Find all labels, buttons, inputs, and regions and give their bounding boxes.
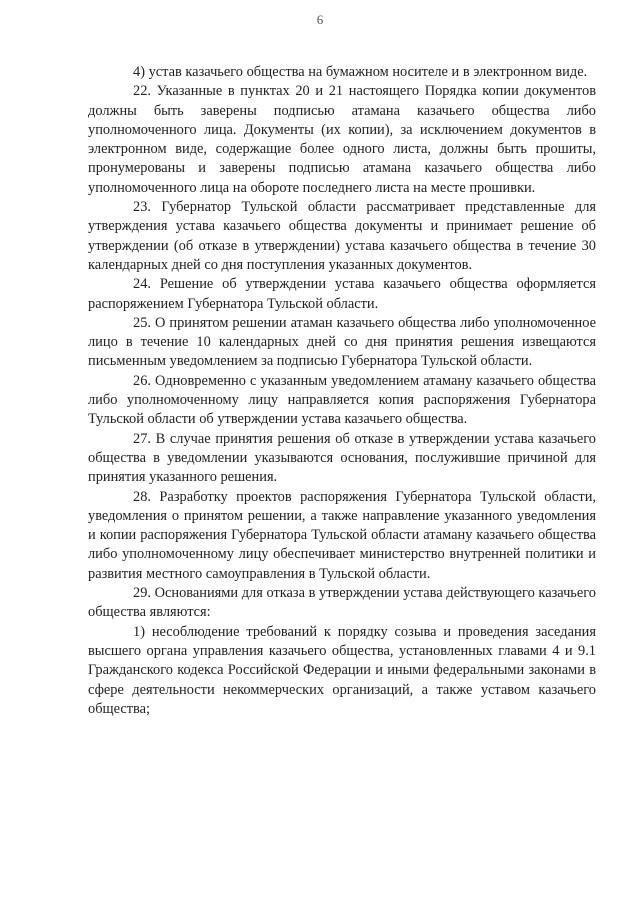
paragraph-26: 26. Одновременно с указанным уведомлением атаману казачьего общества либо уполномоченному лицу направляется копия распоряжения Губернатора Тульской области об утверждении устава казачьего общества. bbox=[88, 372, 596, 428]
paragraph-28: 28. Разработку проектов распоряжения Губернатора Тульской области, уведомления о принятом решении, а также направление указанного уведомления и копии распоряжения Губернатора Тульской области атаману казачьего общества либо уполномоченному лицу обеспечивает министерство внутренней политики и развития местного самоуправления в Тульской области. bbox=[88, 488, 596, 582]
paragraph-item-4: 4) устав казачьего общества на бумажном носителе и в электронном виде. bbox=[133, 64, 588, 80]
page-number: 6 bbox=[316, 12, 324, 27]
document-body bbox=[88, 63, 596, 719]
paragraph-27: 27. В случае принятия решения об отказе в утверждении устава казачьего общества в уведомлении указываются основания, послужившие причиной для принятия указанного решения. bbox=[88, 430, 596, 486]
paragraph-22: 22. Указанные в пунктах 20 и 21 настоящего Порядка копии документов должны быть заверены подписью атамана казачьего общества либо уполномоченного лица. Документы (их копии), за исключением документов в электронном виде, содержащие более одного листа, должны быть прошиты, пронумерованы и заверены подписью атамана казачьего общества либо уполномоченного лица на обороте последнего листа на месте прошивки. bbox=[88, 83, 596, 196]
paragraph-25: 25. О принятом решении атаман казачьего общества либо уполномоченное лицо в течение 10 календарных дней со дня принятия решения извещаются письменным уведомлением за подписью Губернатора Тульской области. bbox=[88, 314, 596, 370]
paragraph-29-item-1: 1) несоблюдение требований к порядку созыва и проведения заседания высшего органа управления казачьего общества, установленных главами 4 и 9.1 Гражданского кодекса Российской Федерации и иными федеральными законами в сфере деятельности некоммерческих организаций, а также уставом казачьего общества; bbox=[88, 623, 596, 717]
paragraph-24: 24. Решение об утверждении устава казачьего общества оформляется распоряжением Губернатора Тульской области. bbox=[88, 276, 596, 312]
paragraph-29: 29. Основаниями для отказа в утверждении устава действующего казачьего общества являются: bbox=[88, 585, 596, 621]
paragraph-23: 23. Губернатор Тульской области рассматривает представленные для утверждения устава казачьего общества документы и принимает решение об утверждении (об отказе в утверждении) устава казачьего общества в течение 30 календарных дней со дня поступления указанных документов. bbox=[88, 199, 596, 273]
